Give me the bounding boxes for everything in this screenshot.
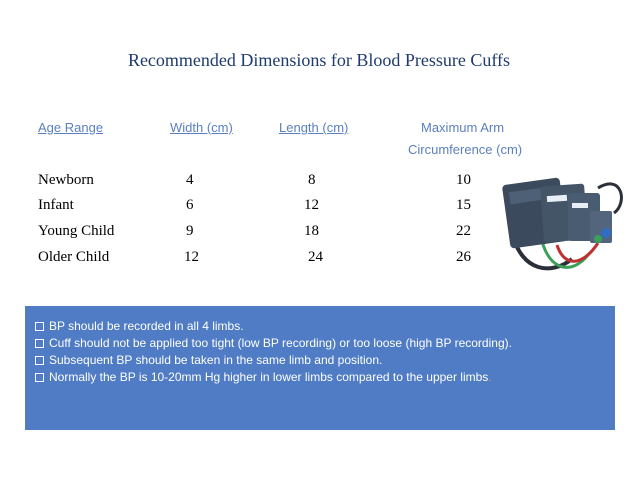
header-width: Width (cm) <box>170 120 233 135</box>
row-young-child-age: Young Child <box>38 223 115 239</box>
row-infant-age: Infant <box>38 197 74 213</box>
checkbox-bullet-icon <box>35 373 44 382</box>
checkbox-bullet-icon <box>35 322 44 331</box>
row-young-child-length: 18 <box>304 223 319 239</box>
note-text: Cuff should not be applied too tight (low BP recording) or too loose (high BP recording). <box>49 336 512 350</box>
row-older-child-age: Older Child <box>38 249 110 265</box>
row-older-child-length: 24 <box>308 249 323 265</box>
row-newborn-width: 4 <box>186 172 194 188</box>
row-young-child-width: 9 <box>186 223 194 239</box>
row-young-child-arm: 22 <box>456 223 471 239</box>
checkbox-bullet-icon <box>35 356 44 365</box>
header-length: Length (cm) <box>279 120 349 135</box>
row-infant-arm: 15 <box>456 197 471 213</box>
header-age-range: Age Range <box>38 120 104 135</box>
row-older-child-arm: 26 <box>456 249 471 265</box>
note-text: BP should be recorded in all 4 limbs. <box>49 319 244 333</box>
note-trailing-period: . <box>488 370 492 384</box>
row-infant-width: 6 <box>186 197 194 213</box>
bp-cuffs-image <box>502 163 630 281</box>
header-max-arm-line2: Circumference (cm) <box>408 142 523 157</box>
row-newborn-arm: 10 <box>456 172 471 188</box>
note-text: Normally the BP is 10-20mm Hg higher in lower limbs compared to the upper limbs <box>49 370 489 384</box>
row-newborn-length: 8 <box>308 172 316 188</box>
note-item <box>35 369 605 386</box>
row-older-child-width: 12 <box>184 249 199 265</box>
note-item <box>35 318 605 335</box>
checkbox-bullet-icon <box>35 339 44 348</box>
note-text: Subsequent BP should be taken in the same limb and position. <box>49 353 383 367</box>
notes-box <box>25 306 615 430</box>
header-max-arm-line1: Maximum Arm <box>421 120 505 135</box>
row-infant-length: 12 <box>304 197 319 213</box>
note-item <box>35 335 605 352</box>
note-item <box>35 352 605 369</box>
row-newborn-age: Newborn <box>38 172 94 188</box>
page-title: Recommended Dimensions for Blood Pressure Cuffs <box>127 50 511 70</box>
